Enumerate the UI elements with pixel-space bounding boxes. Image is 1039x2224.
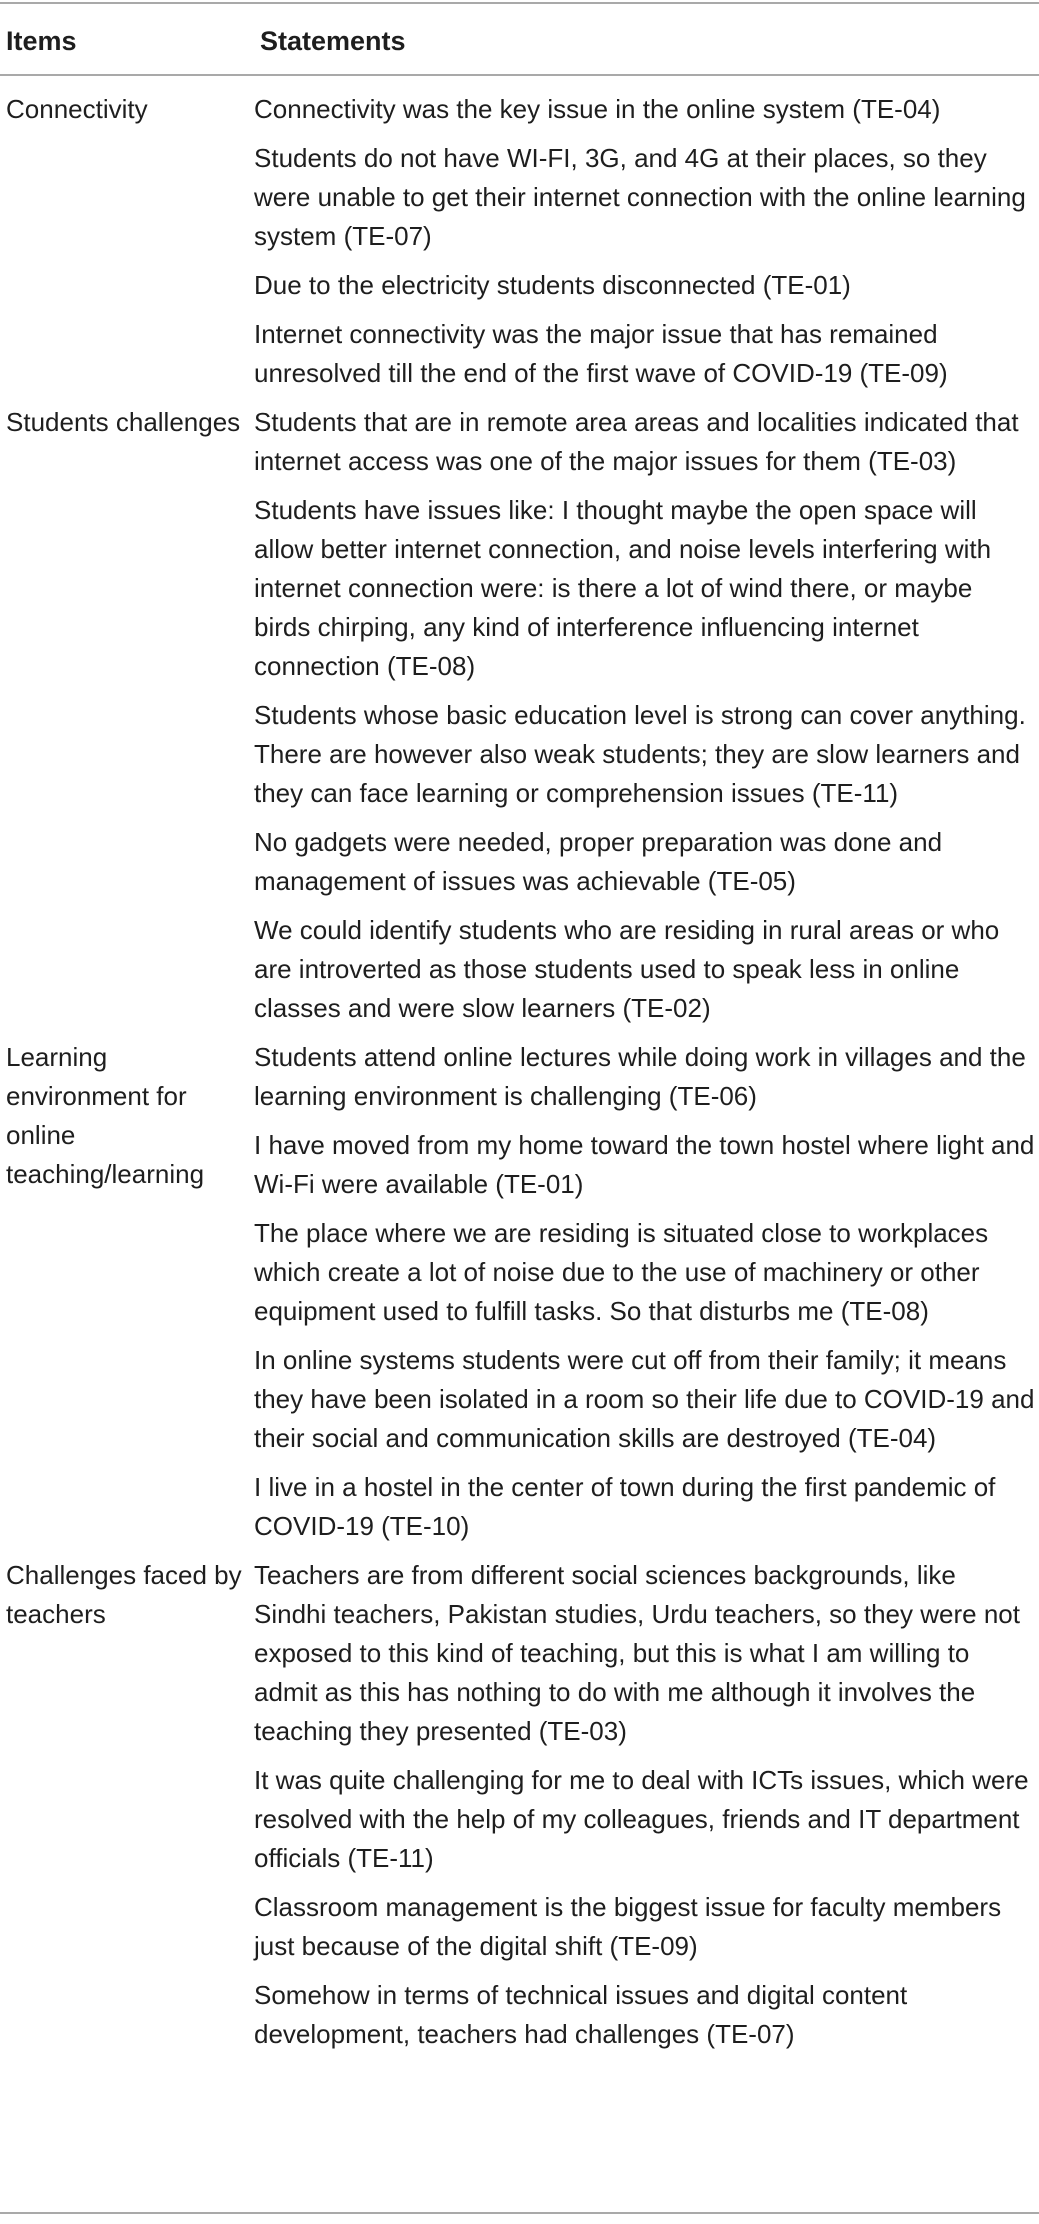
item-label: Students challenges [6, 407, 241, 437]
statement-text: In online systems students were cut off from their family; it means they have been isolated in a room so their life due to COVID-19 and their social and communication skills are destroyed (TE-04) [254, 1345, 1035, 1453]
statement-text: Due to the electricity students disconnected (TE-01) [254, 270, 851, 300]
statement-text: Somehow in terms of technical issues and digital content development, teachers had challenges (TE-07) [254, 1980, 908, 2049]
statement-text: Connectivity was the key issue in the online system (TE-04) [254, 94, 941, 124]
statement-text: Students do not have WI-FI, 3G, and 4G at their places, so they were unable to get their internet connection with the online learning system (TE-07) [254, 143, 1026, 251]
item-label: Learning environment for online teaching/learning [6, 1042, 205, 1189]
table-body [0, 90, 1039, 2064]
statement-text: I have moved from my home toward the town hostel where light and Wi-Fi were available (TE-01) [254, 1130, 1035, 1199]
statement-text: Students have issues like: I thought maybe the open space will allow better internet connection, and noise levels interfering with internet connection were: is there a lot of wind there, or maybe birds chirping, any kind of interference influencing internet connection (TE-08) [254, 495, 992, 681]
statement-text: It was quite challenging for me to deal with ICTs issues, which were resolved with the help of my colleagues, friends and IT department officials (TE-11) [254, 1765, 1029, 1873]
item-label: Challenges faced by teachers [6, 1560, 242, 1629]
table-bottom-rule [0, 2212, 1039, 2214]
table-top-rule [0, 2, 1039, 4]
column-header-statements: Statements [260, 26, 406, 56]
statement-text: Students that are in remote area areas and localities indicated that internet access was one of the major issues for them (TE-03) [254, 407, 1019, 476]
header-divider-rule [0, 74, 1039, 76]
table-row-group [0, 90, 1039, 403]
statement-text: The place where we are residing is situated close to workplaces which create a lot of noise due to the use of machinery or other equipment used to fulfill tasks. So that disturbs me (TE-08) [254, 1218, 989, 1326]
statement-text: Students attend online lectures while doing work in villages and the learning environment is challenging (TE-06) [254, 1042, 1026, 1111]
table-row-group [0, 403, 1039, 1038]
statement-text: Teachers are from different social sciences backgrounds, like Sindhi teachers, Pakistan studies, Urdu teachers, so they were not exposed to this kind of teaching, but this is what I am willing to admit as this has nothing to do with me although it involves the teaching they presented (TE-03) [254, 1560, 1020, 1746]
statements-cell [254, 1038, 1039, 1556]
statements-cell [254, 90, 1039, 403]
statement-text: Internet connectivity was the major issue that has remained unresolved till the end of the first wave of COVID-19 (TE-09) [254, 319, 948, 388]
column-header-items: Items [6, 26, 77, 56]
item-label: Connectivity [6, 94, 148, 124]
statement-text: I live in a hostel in the center of town during the first pandemic of COVID-19 (TE-10) [254, 1472, 996, 1541]
table-row-group [0, 1556, 1039, 2064]
statement-text: Students whose basic education level is strong can cover anything. There are however also weak students; they are slow learners and they can face learning or comprehension issues (TE-11) [254, 700, 1026, 808]
statement-text: No gadgets were needed, proper preparation was done and management of issues was achievable (TE-05) [254, 827, 943, 896]
statements-cell [254, 1556, 1039, 2064]
statement-text: We could identify students who are residing in rural areas or who are introverted as those students used to speak less in online classes and were slow learners (TE-02) [254, 915, 1000, 1023]
statement-text: Classroom management is the biggest issue for faculty members just because of the digital shift (TE-09) [254, 1892, 1002, 1961]
statements-cell [254, 403, 1039, 1038]
table-row-group [0, 1038, 1039, 1556]
